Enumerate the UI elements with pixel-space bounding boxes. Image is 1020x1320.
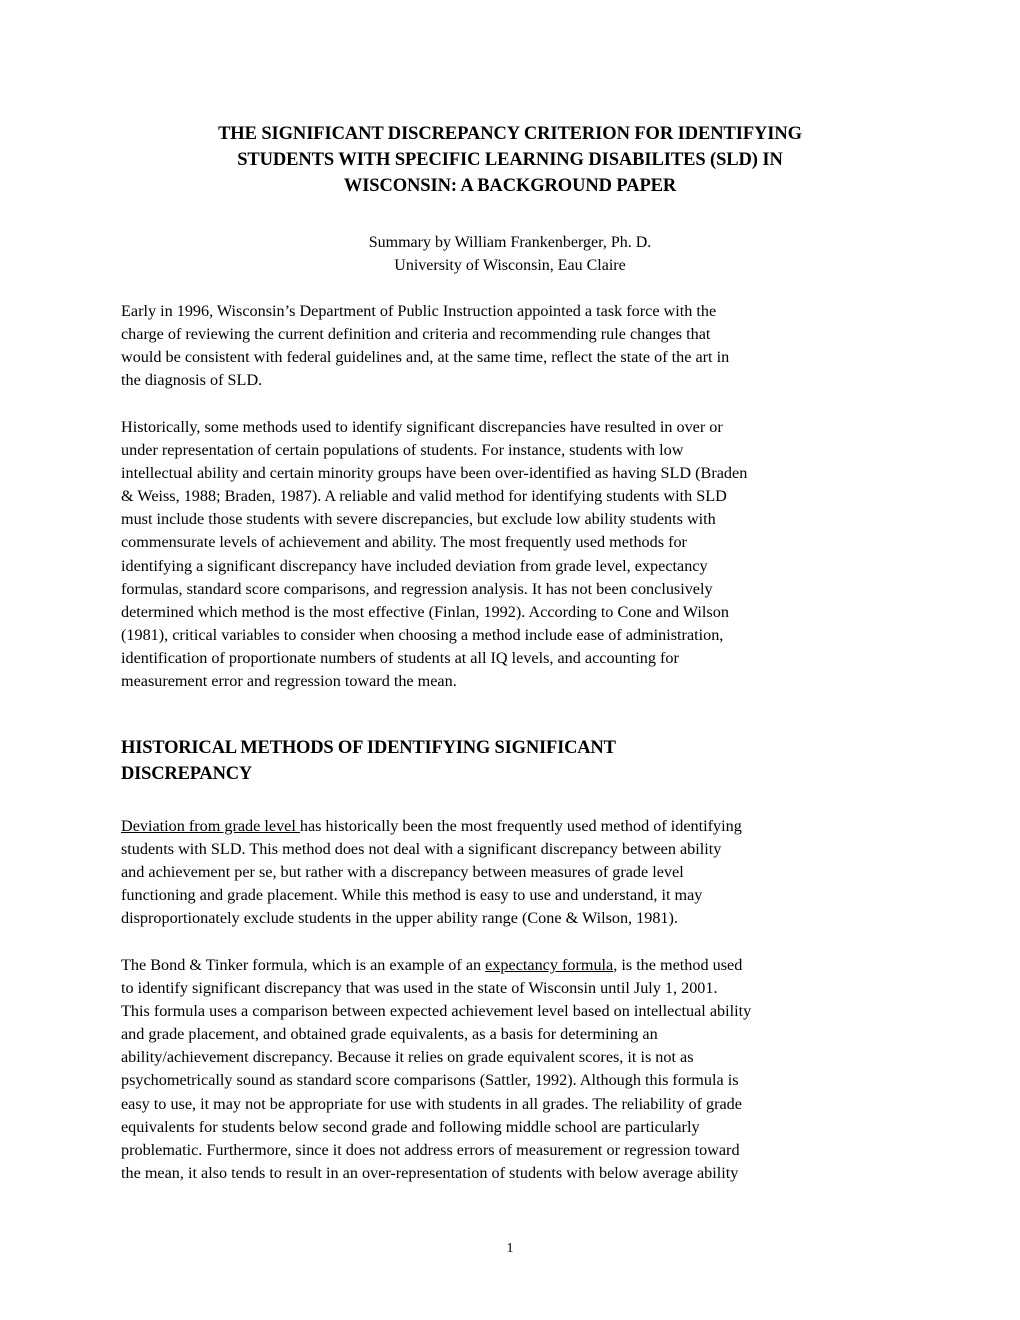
text-line: identifying a significant discrepancy have included deviation from grade level, expectancy — [121, 556, 708, 575]
text-line: the mean, it also tends to result in an over-representation of students with below average ability — [121, 1163, 739, 1182]
text-line: intellectual ability and certain minority groups have been over-identified as having SLD (Braden — [121, 464, 748, 483]
text-line: problematic. Furthermore, since it does not address errors of measurement or regression toward — [121, 1140, 740, 1159]
text-line: under representation of certain populations of students. For instance, students with low — [121, 441, 684, 460]
section-heading — [121, 735, 921, 787]
text-line: psychometrically sound as standard score comparisons (Sattler, 1992). Although this formula is — [121, 1071, 739, 1090]
text-fragment: The Bond & Tinker formula, which is an example of an — [121, 956, 486, 974]
title-line: WISCONSIN: A BACKGROUND PAPER — [343, 176, 677, 196]
text-line: functioning and grade placement. While this method is easy to use and understand, it may — [121, 886, 703, 905]
underlined-term-deviation-from-grade-level: Deviation from grade level — [121, 817, 300, 835]
text-line: (1981), critical variables to consider when choosing a method include ease of administration, — [121, 625, 724, 644]
text-line — [121, 954, 921, 977]
heading-line: DISCREPANCY — [121, 764, 253, 784]
text-line: easy to use, it may not be appropriate for use with students in all grades. The reliability of grade — [121, 1094, 742, 1113]
text-fragment: , is the method used — [613, 956, 743, 974]
underlined-term-expectancy-formula: expectancy formula — [485, 956, 614, 974]
text-line: would be consistent with federal guidelines and, at the same time, reflect the state of the art in — [121, 348, 730, 367]
text-line: and grade placement, and obtained grade equivalents, as a basis for determining an — [121, 1025, 658, 1044]
document-title — [100, 121, 920, 199]
text-line: students with SLD. This method does not deal with a significant discrepancy between ability — [121, 840, 722, 859]
text-line: must include those students with severe discrepancies, but exclude low ability students with — [121, 510, 716, 529]
author-line: Summary by William Frankenberger, Ph. D. — [368, 234, 652, 251]
text-line: commensurate levels of achievement and ability. The most frequently used methods for — [121, 533, 687, 552]
paragraph-intro — [121, 300, 921, 392]
title-line: STUDENTS WITH SPECIFIC LEARNING DISABILITES (SLD) IN — [237, 150, 783, 170]
text-line: formulas, standard score comparisons, and regression analysis. It has not been conclusively — [121, 579, 713, 598]
byline — [100, 231, 920, 277]
text-line: Historically, some methods used to identify significant discrepancies have resulted in over or — [121, 418, 723, 436]
text-line: equivalents for students below second grade and following middle school are particularly — [121, 1117, 700, 1136]
text-line: This formula uses a comparison between expected achievement level based on intellectual ability — [121, 1002, 752, 1021]
text-line: determined which method is the most effective (Finlan, 1992). According to Cone and Wilson — [121, 602, 729, 621]
paragraph-historical-context — [121, 416, 921, 693]
paragraph-bond-tinker-formula — [121, 954, 921, 1185]
text-line: the diagnosis of SLD. — [121, 371, 263, 390]
text-line — [121, 815, 921, 838]
text-line: & Weiss, 1988; Braden, 1987). A reliable and valid method for identifying students with SLD — [121, 487, 727, 506]
page-number: 1 — [506, 1241, 514, 1256]
text-line: identification of proportionate numbers of students at all IQ levels, and accounting for — [121, 648, 679, 667]
heading-line: HISTORICAL METHODS OF IDENTIFYING SIGNIFICANT — [121, 738, 616, 758]
text-line: to identify significant discrepancy that was used in the state of Wisconsin until July 1, 2001. — [121, 979, 718, 998]
text-line: and achievement per se, but rather with a discrepancy between measures of grade level — [121, 863, 684, 882]
text-line: Early in 1996, Wisconsin’s Department of Public Instruction appointed a task force with the — [121, 302, 717, 320]
text-line: disproportionately exclude students in the upper ability range (Cone & Wilson, 1981). — [121, 909, 678, 928]
title-line: THE SIGNIFICANT DISCREPANCY CRITERION FOR IDENTIFYING — [218, 124, 802, 144]
paragraph-deviation-grade-level — [121, 815, 921, 930]
affiliation-line: University of Wisconsin, Eau Claire — [394, 257, 626, 274]
text-line: ability/achievement discrepancy. Because it relies on grade equivalent scores, it is not as — [121, 1048, 694, 1067]
text-line: measurement error and regression toward the mean. — [121, 672, 457, 691]
text-fragment: has historically been the most frequently used method of identifying — [299, 817, 742, 835]
text-line: charge of reviewing the current definition and criteria and recommending rule changes that — [121, 325, 711, 344]
